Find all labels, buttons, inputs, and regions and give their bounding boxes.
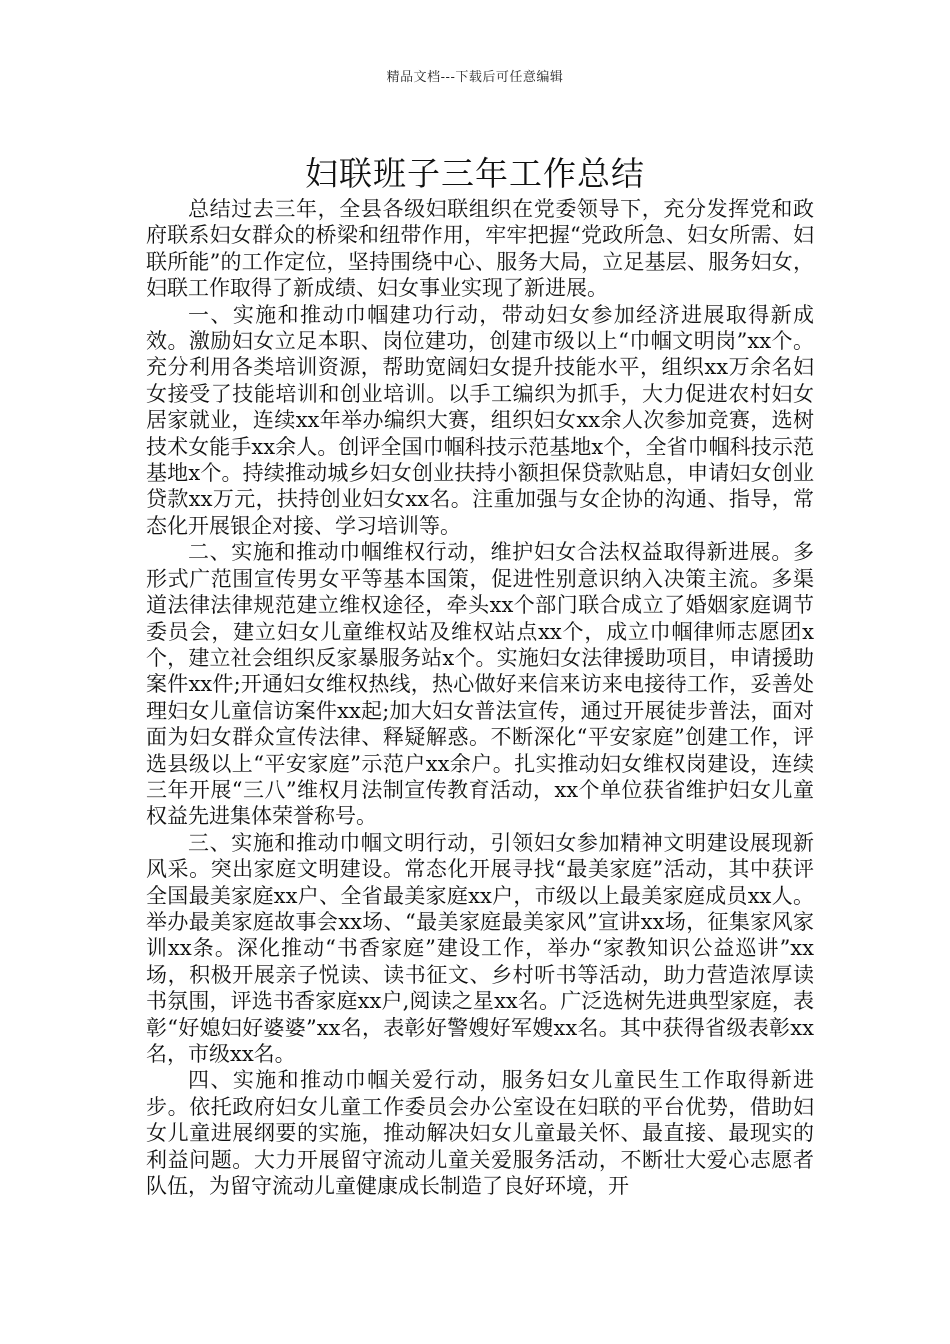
- paragraph-section-1: 一、实施和推动巾帼建功行动，带动妇女参加经济进展取得新成效。激励妇女立足本职、岗位建功，创建市级以上“巾帼文明岗”xx个。充分利用各类培训资源，帮助宽阔妇女提升技能水平，组织xx万余名妇女接受了技能培训和创业培训。以手工编织为抓手，大力促进农村妇女居家就业，连续xx年举办编织大赛，组织妇女xx余人次参加竞赛，选树技术女能手xx余人。创评全国巾帼科技示范基地x个，全省巾帼科技示范基地x个。持续推动城乡妇女创业扶持小额担保贷款贴息，申请妇女创业贷款xx万元，扶持创业妇女xx名。注重加强与女企协的沟通、指导，常态化开展银企对接、学习培训等。: [146, 302, 814, 538]
- paragraph-intro: 总结过去三年，全县各级妇联组织在党委领导下，充分发挥党和政府联系妇女群众的桥梁和纽带作用，牢牢把握“党政所急、妇女所需、妇联所能”的工作定位，坚持围绕中心、服务大局，立足基层、服务妇女，妇联工作取得了新成绩、妇女事业实现了新进展。: [146, 197, 814, 301]
- paragraph-section-4: 四、实施和推动巾帼关爱行动，服务妇女儿童民生工作取得新进步。依托政府妇女儿童工作委员会办公室设在妇联的平台优势，借助妇女儿童进展纲要的实施，推动解决妇女儿童最关怀、最直接、最现实的利益问题。大力开展留守流动儿童关爱服务活动，不断壮大爱心志愿者队伍，为留守流动儿童健康成长制造了良好环境，开: [146, 1068, 814, 1199]
- paragraph-section-3: 三、实施和推动巾帼文明行动，引领妇女参加精神文明建设展现新风采。突出家庭文明建设。常态化开展寻找“最美家庭”活动，其中获评全国最美家庭xx户、全省最美家庭xx户，市级以上最美家庭成员xx人。举办最美家庭故事会xx场、“最美家庭最美家风”宣讲xx场，征集家风家训xx条。深化推动“书香家庭”建设工作，举办“家教知识公益巡讲”xx场，积极开展亲子悦读、读书征文、乡村听书等活动，助力营造浓厚读书氛围，评选书香家庭xx户,阅读之星xx名。广泛选树先进典型家庭，表彰“好媳妇好婆婆”xx名，表彰好警嫂好军嫂xx名。其中获得省级表彰xx名，市级xx名。: [146, 830, 814, 1066]
- document-title: 妇联班子三年工作总结: [305, 154, 645, 194]
- page-header-note: 精品文档---下载后可任意编辑: [386, 70, 564, 85]
- document-body: [146, 196, 814, 1316]
- paragraph-section-2: 二、实施和推动巾帼维权行动，维护妇女合法权益取得新进展。多形式广范围宣传男女平等基本国策，促进性别意识纳入决策主流。多渠道法律法律规范建立维权途径，牵头xx个部门联合成立了婚姻家庭调节委员会，建立妇女儿童维权站及维权站点xx个，成立巾帼律师志愿团x个，建立社会组织反家暴服务站x个。实施妇女法律援助项目，申请援助案件xx件;开通妇女维权热线，热心做好来信来访来电接待工作，妥善处理妇女儿童信访案件xx起;加大妇女普法宣传，通过开展徒步普法，面对面为妇女群众宣传法律、释疑解惑。不断深化“平安家庭”创建工作，评选县级以上“平安家庭”示范户xx余户。扎实推动妇女维权岗建设，连续三年开展“三八”维权月法制宣传教育活动，xx个单位获省维护妇女儿童权益先进集体荣誉称号。: [146, 540, 814, 829]
